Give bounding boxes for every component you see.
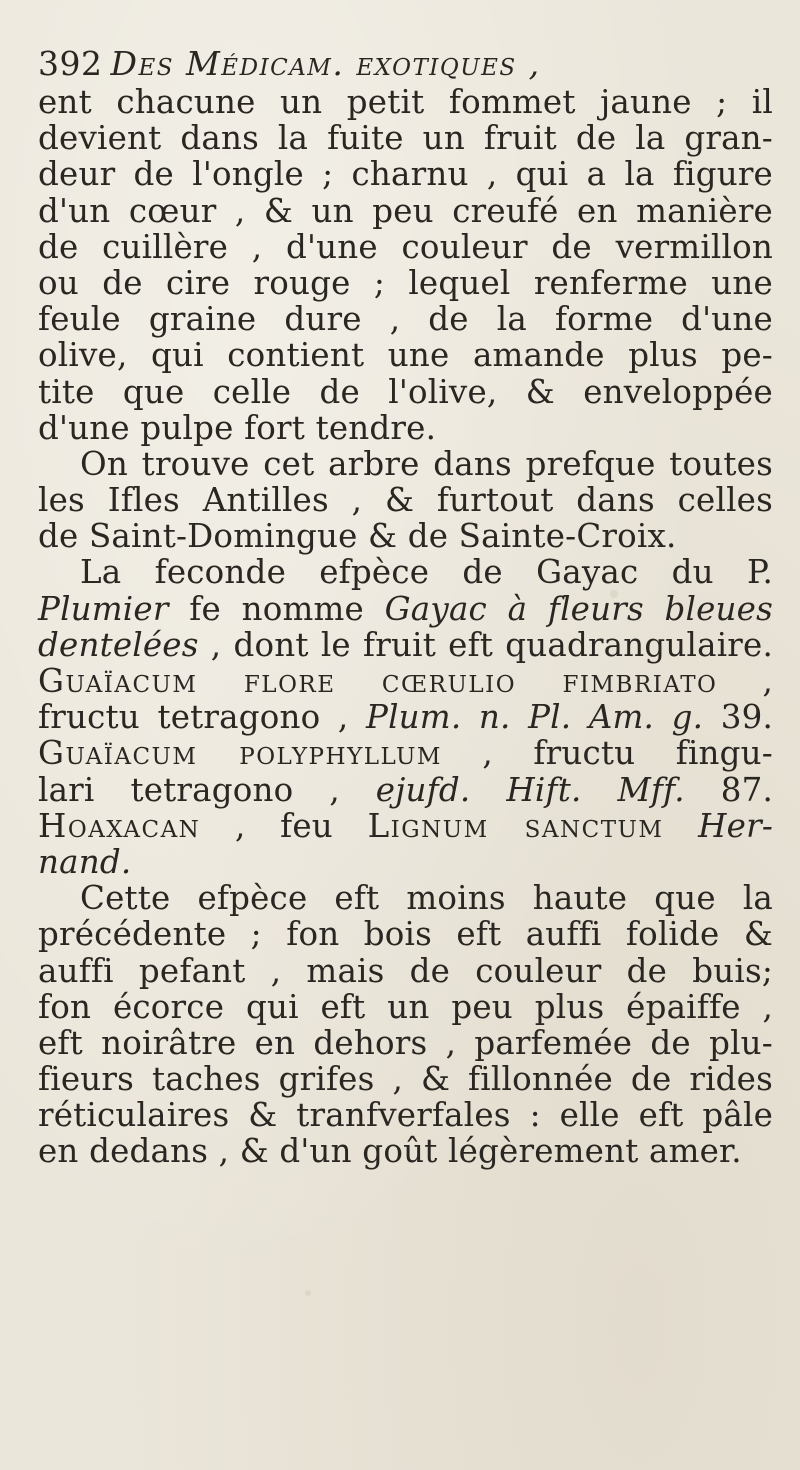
italic-segment: ejufd. Hift. Mff. bbox=[375, 770, 685, 809]
text-line bbox=[38, 518, 773, 554]
text-segment: fieurs taches grifes , & fillonnée de rides bbox=[38, 1060, 773, 1099]
text-line bbox=[38, 989, 773, 1025]
text-line bbox=[38, 410, 773, 446]
running-head bbox=[38, 40, 768, 88]
text-line bbox=[38, 591, 773, 627]
text-segment: fe nomme bbox=[168, 589, 385, 628]
text-segment: , bbox=[717, 662, 774, 700]
text-segment: fon écorce qui eft un peu plus épaiffe , bbox=[38, 987, 773, 1026]
italic-segment: Gayac à fleurs bleues bbox=[384, 589, 773, 628]
running-title: Des Médicam. exotiques , bbox=[110, 44, 541, 83]
text-line bbox=[38, 916, 773, 952]
text-segment: deur de l'ongle ; charnu , qui a la figure bbox=[38, 155, 773, 194]
text-line bbox=[38, 844, 773, 880]
italic-segment: nand. bbox=[38, 842, 132, 881]
body-text bbox=[38, 84, 773, 1170]
text-segment: La feconde efpèce de Gayac du P. bbox=[80, 553, 773, 592]
text-line bbox=[38, 84, 773, 120]
text-line bbox=[38, 229, 773, 265]
smallcaps-segment: Hoaxacan bbox=[38, 806, 201, 845]
text-segment: , fructu fingu- bbox=[441, 734, 773, 773]
text-line bbox=[38, 301, 773, 337]
text-line bbox=[38, 265, 773, 301]
smallcaps-segment: Lignum sanctum bbox=[367, 806, 664, 845]
text-segment: devient dans la fuite un fruit de la gran- bbox=[38, 119, 773, 158]
text-segment bbox=[663, 807, 698, 845]
text-segment: en dedans , & d'un goût légèrement amer. bbox=[38, 1132, 742, 1171]
text-segment: d'une pulpe fort tendre. bbox=[38, 408, 437, 447]
text-line bbox=[38, 1025, 773, 1061]
text-segment: On trouve cet arbre dans prefque toutes bbox=[80, 444, 773, 483]
text-segment: précédente ; fon bois eft auffi folide & bbox=[38, 915, 773, 954]
italic-segment: dentelées bbox=[38, 625, 199, 664]
text-segment: auffi pefant , mais de couleur de buis; bbox=[38, 951, 773, 990]
italic-segment: Plum. n. Pl. Am. g. bbox=[366, 698, 704, 737]
text-segment: tite que celle de l'olive, & enveloppée bbox=[38, 372, 773, 411]
text-line bbox=[38, 699, 773, 735]
text-line bbox=[38, 1097, 773, 1133]
text-line bbox=[38, 1133, 773, 1169]
text-line bbox=[38, 880, 773, 916]
text-line bbox=[38, 772, 773, 808]
text-segment: Cette efpèce eft moins haute que la bbox=[80, 879, 773, 918]
text-segment: , dont le fruit eft quadrangulaire. bbox=[198, 625, 773, 664]
text-segment: de cuillère , d'une couleur de vermillon bbox=[38, 227, 773, 266]
text-segment: 39. bbox=[703, 698, 774, 737]
text-line bbox=[38, 337, 773, 373]
smallcaps-segment: Guaïacum polyphyllum bbox=[38, 734, 442, 773]
text-line bbox=[38, 120, 773, 156]
text-segment: réticulaires & tranfverfales : elle eft pâle bbox=[38, 1096, 773, 1135]
text-line bbox=[38, 1061, 773, 1097]
text-line bbox=[38, 808, 773, 844]
text-line bbox=[38, 735, 773, 771]
text-segment: fructu tetragono , bbox=[38, 698, 367, 737]
text-segment: ent chacune un petit fommet jaune ; il bbox=[38, 83, 773, 121]
smallcaps-segment: Guaïacum flore cœrulio fimbriato bbox=[38, 662, 718, 700]
text-line bbox=[38, 627, 773, 663]
text-line bbox=[38, 446, 773, 482]
text-segment: , feu bbox=[200, 806, 368, 845]
italic-segment: Her- bbox=[698, 806, 774, 845]
text-segment: olive, qui contient une amande plus pe- bbox=[38, 336, 773, 375]
page-number: 392 bbox=[38, 44, 103, 83]
italic-segment: Plumier bbox=[38, 589, 169, 628]
text-line bbox=[38, 482, 773, 518]
text-line bbox=[38, 374, 773, 410]
text-line bbox=[38, 193, 773, 229]
text-line bbox=[38, 663, 773, 699]
text-segment: ou de cire rouge ; lequel renferme une bbox=[38, 263, 773, 302]
text-line bbox=[38, 156, 773, 192]
text-segment: les Ifles Antilles , & furtout dans celles bbox=[38, 481, 773, 520]
text-segment: lari tetragono , bbox=[38, 770, 376, 809]
text-line bbox=[38, 953, 773, 989]
text-segment: feule graine dure , de la forme d'une bbox=[38, 300, 773, 339]
text-segment: de Saint-Domingue & de Sainte-Croix. bbox=[38, 517, 677, 556]
text-line bbox=[38, 554, 773, 590]
text-segment: eft noirâtre en dehors , parfemée de plu- bbox=[38, 1023, 773, 1062]
text-segment: d'un cœur , & un peu creufé en manière bbox=[38, 191, 773, 230]
paper-stain bbox=[305, 1290, 311, 1296]
text-segment: 87. bbox=[684, 770, 773, 809]
